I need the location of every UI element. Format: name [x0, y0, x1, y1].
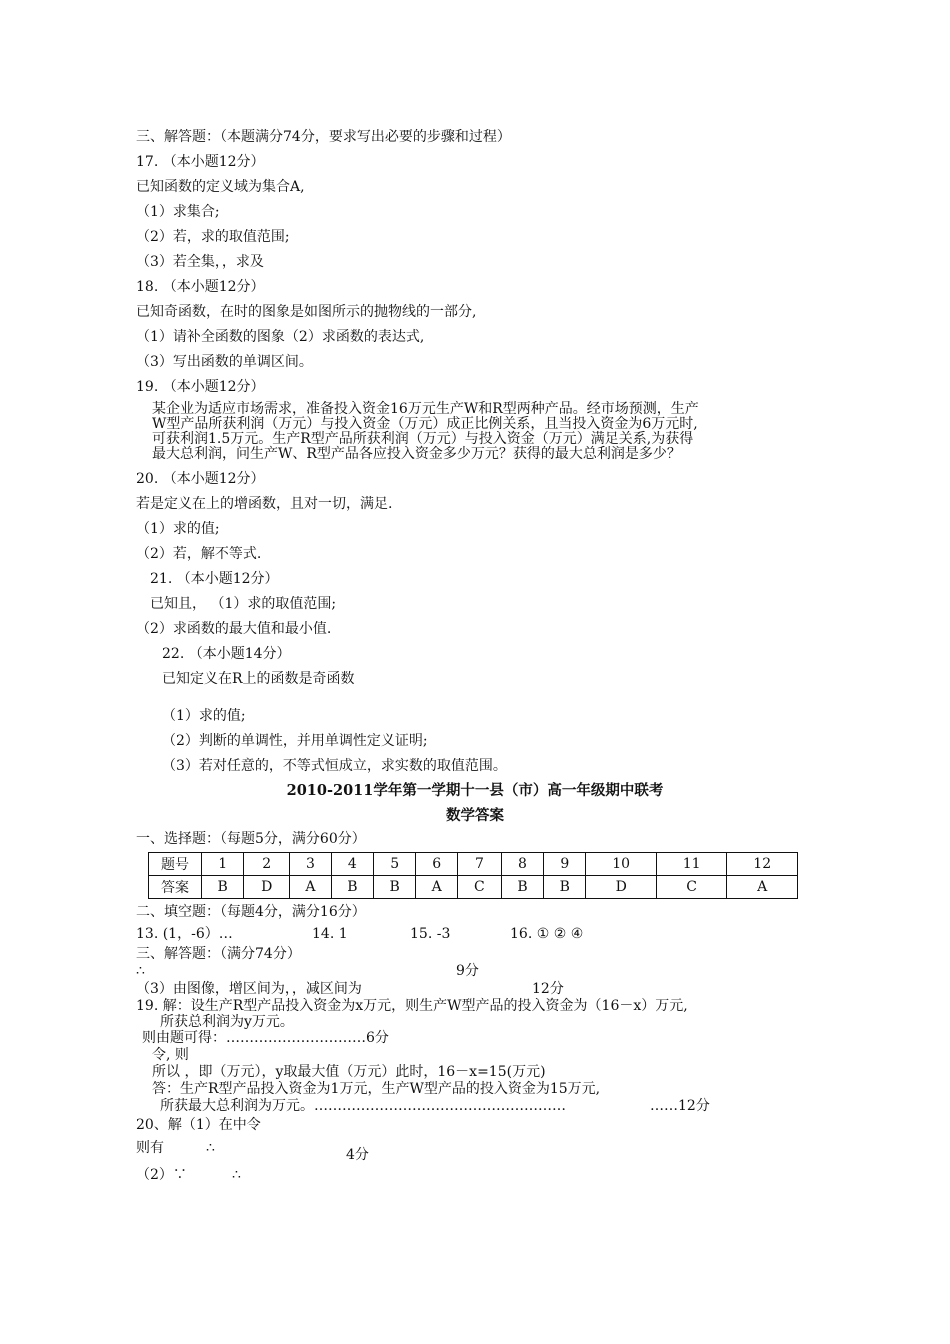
- fill-answer-14: 14. 1: [312, 926, 348, 942]
- q17-part2: （2）若，求的取值范围;: [136, 229, 290, 245]
- table-cell: 11: [656, 853, 726, 876]
- q20-stem: 若是定义在上的增函数，且对一切，满足.: [136, 496, 393, 512]
- q19-line1: 某企业为适应市场需求，准备投入资金16万元生产W和R型两种产品。经市场预测，生产: [152, 401, 699, 417]
- answer-19-line3: 则由题可得：…………………………6分: [142, 1030, 389, 1046]
- answer-19-line4: 令, 则: [152, 1047, 189, 1063]
- table-cell: 6: [416, 853, 458, 876]
- answer-20-line3: （2）∵: [136, 1167, 187, 1183]
- score-12: 12分: [532, 981, 564, 997]
- score-4: 4分: [346, 1147, 369, 1163]
- q21-stem: 已知且， （1）求的取值范围;: [150, 596, 337, 612]
- table-cell: D: [244, 876, 290, 899]
- answers-title: 2010-2011学年第一学期十一县（市）高一年级期中联考: [286, 782, 664, 799]
- table-cell: 12: [727, 853, 798, 876]
- fill-answer-16: 16. ① ② ④: [510, 926, 584, 942]
- q19-line4: 最大总利润，问生产W、R型产品各应投入资金多少万元？获得的最大总利润是多少？: [152, 446, 681, 462]
- table-cell: 9: [544, 853, 586, 876]
- answer-19-line7: 所获最大总利润为万元。………………………………………………: [160, 1098, 566, 1114]
- table-cell: 1: [202, 853, 244, 876]
- section3-header: 三、解答题：（本题满分74分，要求写出必要的步骤和过程）: [136, 129, 511, 145]
- table-cell: 2: [244, 853, 290, 876]
- q18-title: 18. （本小题12分）: [136, 279, 265, 295]
- answer-table: [148, 852, 798, 899]
- table-cell: C: [457, 876, 501, 899]
- q22-part2: （2）判断的单调性，并用单调性定义证明;: [162, 733, 428, 749]
- q22-part3: （3）若对任意的，不等式恒成立，求实数的取值范围。: [162, 758, 507, 774]
- q17-part1: （1）求集合;: [136, 204, 220, 220]
- table-cell: 4: [331, 853, 373, 876]
- q18-part2: （3）写出函数的单调区间。: [136, 354, 313, 370]
- score-9: 9分: [456, 963, 479, 979]
- answer-19-line2: 所获总利润为y万元。: [160, 1014, 294, 1030]
- q20-part1: （1）求的值;: [136, 521, 220, 537]
- answer-19-score: ……12分: [650, 1098, 710, 1114]
- q17-stem: 已知函数的定义域为集合A,: [136, 179, 305, 195]
- table-cell: B: [331, 876, 373, 899]
- table-cell: B: [501, 876, 543, 899]
- q20-part2: （2）若，解不等式.: [136, 546, 262, 562]
- table-cell: C: [656, 876, 726, 899]
- q19-title: 19. （本小题12分）: [136, 379, 265, 395]
- table-header-cell: 题号: [149, 853, 202, 876]
- section3-answer-header: 三、解答题：（满分74分）: [136, 946, 301, 962]
- table-cell: 7: [457, 853, 501, 876]
- answer-20-line2: 则有: [136, 1140, 164, 1156]
- q17-title: 17. （本小题12分）: [136, 154, 265, 170]
- table-row-answers: [149, 876, 798, 899]
- table-cell: 5: [374, 853, 416, 876]
- q21-part2: （2）求函数的最大值和最小值.: [136, 621, 332, 637]
- answers-subtitle: 数学答案: [446, 807, 504, 824]
- table-cell: A: [290, 876, 332, 899]
- q22-part1: （1）求的值;: [162, 708, 246, 724]
- therefore-symbol: ∴: [136, 963, 145, 979]
- answer-19-line5: 所以 ，即（万元），y取最大值（万元）此时，16－x=15(万元): [152, 1064, 546, 1080]
- table-cell: A: [416, 876, 458, 899]
- table-cell: D: [586, 876, 656, 899]
- q21-title: 21. （本小题12分）: [150, 571, 279, 587]
- answer-19-line1: 19. 解：设生产R型产品投入资金为x万元，则生产W型产品的投入资金为（16－x）万元,: [136, 998, 688, 1014]
- q18-stem: 已知奇函数，在时的图象是如图所示的抛物线的一部分,: [136, 304, 477, 320]
- table-cell: B: [202, 876, 244, 899]
- table-cell: A: [727, 876, 798, 899]
- answer-19-line6: 答：生产R型产品投入资金为1万元，生产W型产品的投入资金为15万元,: [152, 1081, 601, 1097]
- q17-part3: （3）若全集，，求及: [136, 254, 264, 270]
- table-cell: B: [374, 876, 416, 899]
- table-row-numbers: [149, 853, 798, 876]
- q22-title: 22. （本小题14分）: [162, 646, 291, 662]
- table-cell: 10: [586, 853, 656, 876]
- table-cell: B: [544, 876, 586, 899]
- fill-answer-13: 13. (1，-6）…: [136, 926, 233, 942]
- table-cell: 3: [290, 853, 332, 876]
- therefore-symbol: ∴: [206, 1140, 215, 1156]
- q19-line2: W型产品所获利润（万元）与投入资金（万元）成正比例关系，且当投入资金为6万元时,: [152, 416, 698, 432]
- q22-stem: 已知定义在R上的函数是奇函数: [162, 671, 355, 687]
- therefore-symbol: ∴: [232, 1167, 241, 1183]
- q18-part1: （1）请补全函数的图象（2）求函数的表达式,: [136, 329, 425, 345]
- q20-title: 20. （本小题12分）: [136, 471, 265, 487]
- table-header-cell: 答案: [149, 876, 202, 899]
- q19-line3: 可获利润1.5万元。生产R型产品所获利润（万元）与投入资金（万元）满足关系,为获得: [152, 431, 694, 447]
- answer-18-part3: （3）由图像，增区间为，，减区间为: [136, 981, 362, 997]
- section2-header: 二、填空题：（每题4分，满分16分）: [136, 904, 366, 920]
- answer-20-line1: 20、解（1）在中令: [136, 1117, 261, 1133]
- section1-header: 一、选择题：（每题5分，满分60分）: [136, 831, 366, 847]
- table-cell: 8: [501, 853, 543, 876]
- fill-answer-15: 15. -3: [410, 926, 451, 942]
